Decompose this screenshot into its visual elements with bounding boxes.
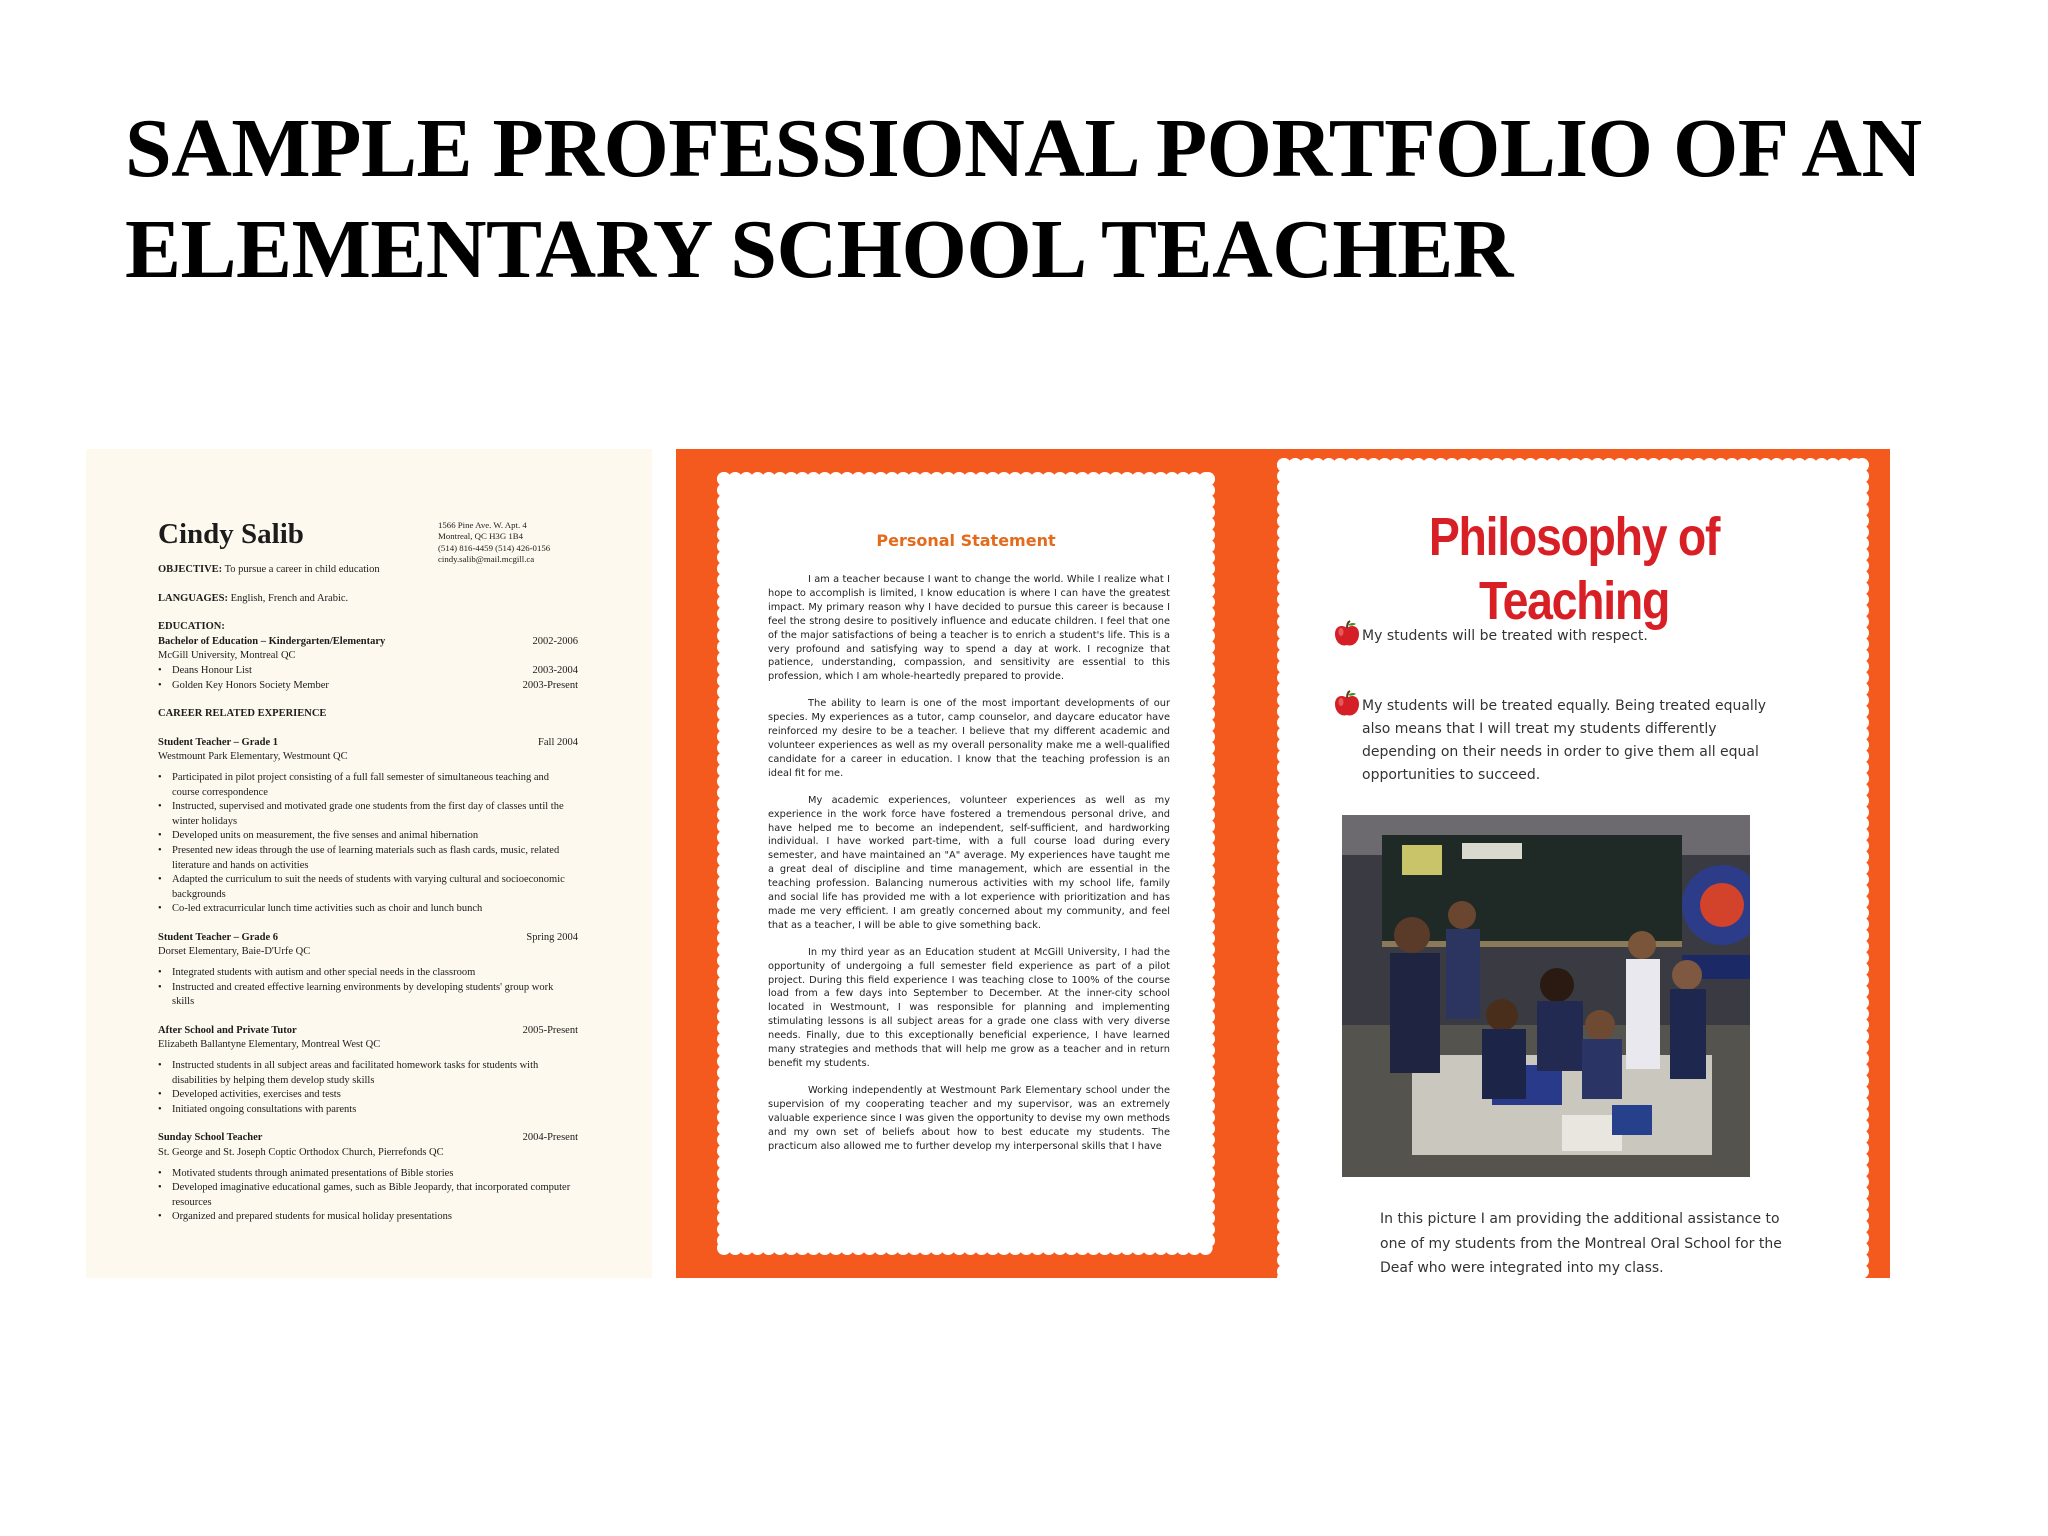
paragraph: In my third year as an Education student at McGill University, I had the opportunity of undergoing a full semester field experience as part of a pilot project. During this field experience I was teaching close to 100% of the course load from a few days into September to December. At the inner-city school located in Westmount, I was responsible for planning and implementing stimulating lessons is all subject areas for a grade one class with very diverse needs. Finally, due to this exceptionally beneficial experience, I have learned many strategies and methods that will help me grow as a teacher and in return benefit my students. [768,946,1170,1069]
list-item: • Motivated students through animated presentations of Bible stories [158,1167,578,1182]
objective-text: To pursue a career in child education [224,564,380,575]
objective-label: OBJECTIVE: [158,564,223,575]
apple-icon [1332,689,1362,719]
list-item: • Deans Honour List 2003-2004 [158,664,578,679]
job-header: After School and Private Tutor 2005-Present [158,1024,578,1036]
resume-address [438,520,550,566]
paragraph: I am a teacher because I want to change the world. While I realize what I hope to accomplish is limited, I know education is where I can have the greatest impact. My primary reason why I have decided to pursue this career is because I feel the strong desire to positively influence and educate children. I feel that one of the major satisfactions of being a teacher is to enrich a student's life. This is a very profound and satisfying way to spend a day at work. I recognize that patience, understanding, compassion, and sensitivity are essential to this profession, which I am whole-heartedly prepared to provide. [768,574,1170,683]
languages-line [158,592,578,607]
job-header: Student Teacher – Grade 6 Spring 2004 [158,931,578,943]
job-bullets [158,1059,578,1117]
job-place: Dorset Elementary, Baie-D'Urfe QC [158,946,311,958]
list-item: • Developed activities, exercises and tests [158,1088,578,1103]
classroom-photo-illustration [1342,815,1750,1177]
career-heading: CAREER RELATED EXPERIENCE [158,708,327,720]
objective-line [158,563,578,578]
honours-list [158,664,578,693]
paragraph: The ability to learn is one of the most important developments of our species. My experiences as a tutor, camp counselor, and daycare educator have reinforced my desire to be a teacher. I believe that my different academic and volunteer experiences as well as my overall personality make me a well-qualified candidate for a career in education. I know that the teaching profession is an ideal fit for me. [768,698,1170,779]
education-heading: EDUCATION: [158,621,225,633]
address-line: Montreal, QC H3G 1B4 [438,531,524,542]
philosophy-point [1334,625,1774,648]
languages-text: English, French and Arabic. [230,592,349,604]
job-bullets [158,966,578,1010]
point-text: My students will be treated with respect. [1362,628,1648,644]
address-line: cindy.salib@mail.mcgill.ca [438,554,535,565]
philosophy-page [1256,449,1890,1278]
list-item: • Presented new ideas through the use of learning materials such as flash cards, music, related literature and hands on activities [158,844,578,873]
paragraph: Working independently at Westmount Park Elementary school under the supervision of my cooperating teacher and my supervisor, was an extremely valuable experience since I was given the opportunity to devise my own methods and my own set of beliefs about how to best educate my students. The practicum also allowed me to further develop my interpersonal skills that I have [768,1084,1170,1152]
list-item: • Initiated ongoing consultations with parents [158,1103,578,1118]
address-line: (514) 816-4459 (514) 426-0156 [438,542,551,553]
degree: Bachelor of Education – Kindergarten/Elementary [158,635,386,647]
slide-title-line-2: ELEMENTARY SCHOOL TEACHER [125,203,1513,296]
personal-statement-heading: Personal Statement [876,531,1056,550]
personal-statement-text [768,573,1170,1166]
degree-dates: 2002-2006 [532,635,578,647]
job-place: St. George and St. Joseph Coptic Orthodox Church, Pierrefonds QC [158,1147,444,1158]
degree-row [158,635,578,650]
list-item: • Co-led extracurricular lunch time activities such as choir and lunch bunch [158,902,578,917]
list-item: • Developed imaginative educational games, such as Bible Jeopardy, that incorporated computer resources [158,1181,578,1210]
personal-statement-page [676,449,1256,1278]
personal-statement-paper [724,479,1208,1248]
slide-title [125,98,1925,300]
languages-label: LANGUAGES: [158,592,229,604]
job-bullets [158,1167,578,1225]
slide-title-line-1: SAMPLE PROFESSIONAL PORTFOLIO OF AN [125,102,1922,195]
philosophy-point [1334,695,1774,787]
list-item: • Developed units on measurement, the five senses and animal hibernation [158,829,578,844]
address-line: 1566 Pine Ave. W. Apt. 4 [438,520,527,530]
list-item: • Golden Key Honors Society Member 2003-Present [158,679,578,694]
job-header: Sunday School Teacher 2004-Present [158,1132,578,1144]
job-place: Elizabeth Ballantyne Elementary, Montreal West QC [158,1039,381,1051]
resume-body [158,563,578,1225]
resume-name: Cindy Salib [158,518,304,550]
job-bullets [158,771,578,917]
apple-icon [1332,619,1362,649]
resume-page [86,449,652,1278]
list-item: • Integrated students with autism and other special needs in the classroom [158,966,578,981]
university: McGill University, Montreal QC [158,650,296,662]
job-place: Westmount Park Elementary, Westmount QC [158,751,348,763]
photo-caption: In this picture I am providing the additional assistance to one of my students from the Montreal Oral School for the Deaf who were integrated into my class. [1380,1211,1782,1276]
philosophy-paper [1284,465,1862,1278]
classroom-photo [1342,815,1750,1177]
list-item: • Organized and prepared students for musical holiday presentations [158,1210,578,1225]
paragraph: My academic experiences, volunteer experiences as well as my experience in the work force have fostered a tremendous personal drive, and have helped me to become an independent, self-sufficient, and hardworking individual. I have worked part-time, with a full course load during every semester, and have maintained an "A" average. My experiences have taught me a great deal of discipline and time management, which are essential in the teaching profession. Balancing numerous activities with my school life, family and social life has provided me with a lot experience with prioritization and has made me very efficient. I am greatly concerned about my community, and feel that as a teacher, I will be able to give something back. [768,794,1170,931]
point-text: My students will be treated equally. Being treated equally also means that I will treat my students differently depending on their needs in order to give them all equal opportunities to succeed. [1362,698,1766,783]
list-item: • Participated in pilot project consisting of a full fall semester of simultaneous teaching and course correspondence [158,771,578,800]
list-item: • Instructed, supervised and motivated grade one students from the first day of classes until the winter holidays [158,800,578,829]
philosophy-heading: Philosophy of Teaching [1428,507,1720,631]
list-item: • Instructed and created effective learning environments by developing students' group work skills [158,981,578,1010]
list-item: • Instructed students in all subject areas and facilitated homework tasks for students with disabilities by helping them develop study skills [158,1059,578,1088]
list-item: • Adapted the curriculum to suit the needs of students with varying cultural and socioeconomic backgrounds [158,873,578,902]
job-header: Student Teacher – Grade 1 Fall 2004 [158,736,578,748]
